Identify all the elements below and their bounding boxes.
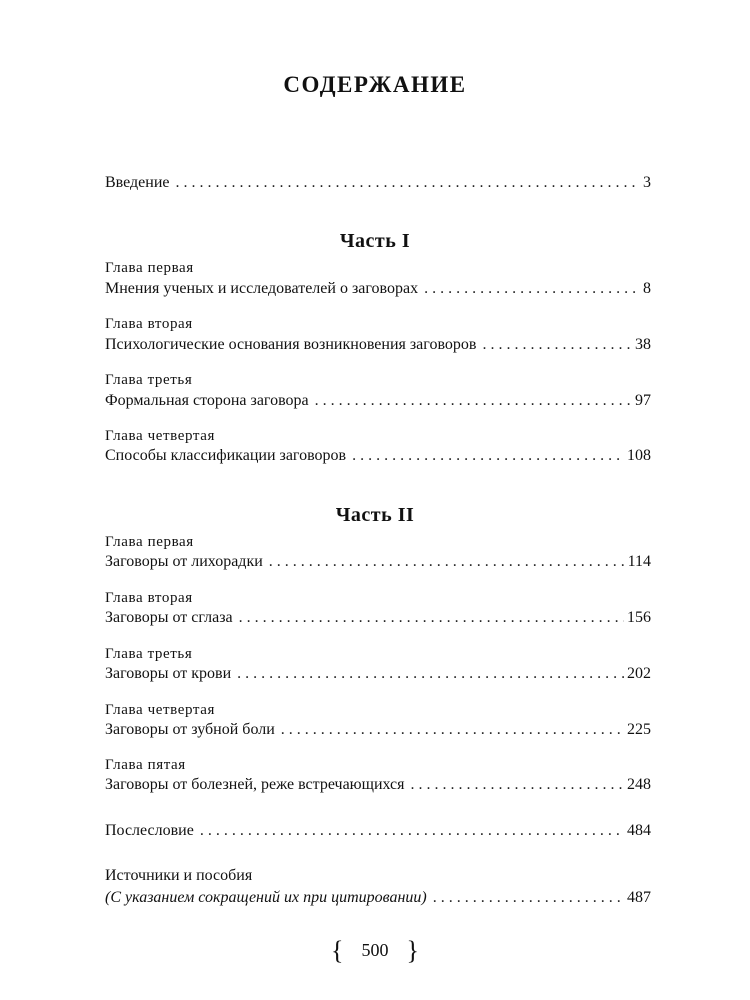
toc-entry-part1-ch1 xyxy=(105,279,651,299)
toc-entry-title: Заговоры от лихорадки xyxy=(105,553,263,570)
dot-leader xyxy=(237,664,624,684)
dot-leader xyxy=(239,608,624,628)
chapter-label: Глава четвертая xyxy=(105,428,215,444)
toc-entry-part1-ch4 xyxy=(105,446,651,466)
dot-leader xyxy=(352,446,624,466)
toc-entry-title: Заговоры от крови xyxy=(105,665,232,682)
part-heading-2: Часть II xyxy=(335,504,415,526)
toc-entry-title: Заговоры от болезней, реже встречающихся xyxy=(105,776,405,793)
footer-page-number xyxy=(0,936,750,966)
toc-entry-part2-ch3 xyxy=(105,664,651,684)
page-title: СОДЕРЖАНИЕ xyxy=(283,72,467,97)
toc-page-number: 8 xyxy=(643,280,651,297)
dot-leader xyxy=(482,335,632,355)
chapter-label: Глава первая xyxy=(105,534,194,550)
close-brace: } xyxy=(406,936,419,965)
chapter-label: Глава третья xyxy=(105,646,193,662)
chapter-label: Глава вторая xyxy=(105,316,193,332)
toc-page-number: 108 xyxy=(627,447,651,464)
toc-entry-part2-ch4 xyxy=(105,720,651,740)
sources-label: Источники и пособия xyxy=(105,867,253,884)
chapter-label: Глава вторая xyxy=(105,590,193,606)
toc-page-number: 156 xyxy=(627,609,651,626)
toc-entry-afterword xyxy=(105,821,651,841)
toc-entry-title: Формальная сторона заговора xyxy=(105,392,309,409)
sources-subtitle: (С указанием сокращений их при цитировании) xyxy=(105,889,427,906)
dot-leader xyxy=(433,888,624,908)
dot-leader xyxy=(411,775,625,795)
toc-page-number: 225 xyxy=(627,721,651,738)
toc-page-number: 38 xyxy=(635,336,651,353)
toc-page-number: 487 xyxy=(627,889,651,906)
toc-entry-part2-ch2 xyxy=(105,608,651,628)
chapter-label: Глава четвертая xyxy=(105,702,215,718)
toc-entry-label: Введение xyxy=(105,174,170,191)
chapter-label: Глава пятая xyxy=(105,757,186,773)
toc-page-number: 248 xyxy=(627,776,651,793)
toc-page-number: 114 xyxy=(627,553,651,570)
toc-page-number: 97 xyxy=(635,392,651,409)
toc-entry-title: Способы классификации заговоров xyxy=(105,447,347,464)
part-heading-1: Часть I xyxy=(339,230,411,252)
toc-entry-part1-ch2 xyxy=(105,335,651,355)
dot-leader xyxy=(315,391,632,411)
toc-entry-sources xyxy=(105,888,651,908)
toc-page-number: 202 xyxy=(627,665,651,682)
open-brace: { xyxy=(331,936,344,965)
dot-leader xyxy=(281,720,624,740)
toc-entry-part2-ch1 xyxy=(105,552,651,572)
dot-leader xyxy=(269,552,625,572)
toc-entry-title: Психологические основания возникновения заговоров xyxy=(105,336,477,353)
dot-leader xyxy=(176,173,641,193)
toc-entry-label: Послесловие xyxy=(105,822,194,839)
toc-page-number: 484 xyxy=(627,822,651,839)
toc-entry-part2-ch5 xyxy=(105,775,651,795)
chapter-label: Глава первая xyxy=(105,260,194,276)
dot-leader xyxy=(424,279,640,299)
dot-leader xyxy=(200,821,624,841)
page-number: 500 xyxy=(361,940,389,960)
chapter-label: Глава третья xyxy=(105,372,193,388)
toc-entry-title: Мнения ученых и исследователей о заговорах xyxy=(105,280,419,297)
toc-entry-part1-ch3 xyxy=(105,391,651,411)
toc-entry-title: Заговоры от зубной боли xyxy=(105,721,275,738)
toc-entry-intro xyxy=(105,173,651,193)
toc-entry-title: Заговоры от сглаза xyxy=(105,609,233,626)
toc-page-number: 3 xyxy=(643,174,651,191)
